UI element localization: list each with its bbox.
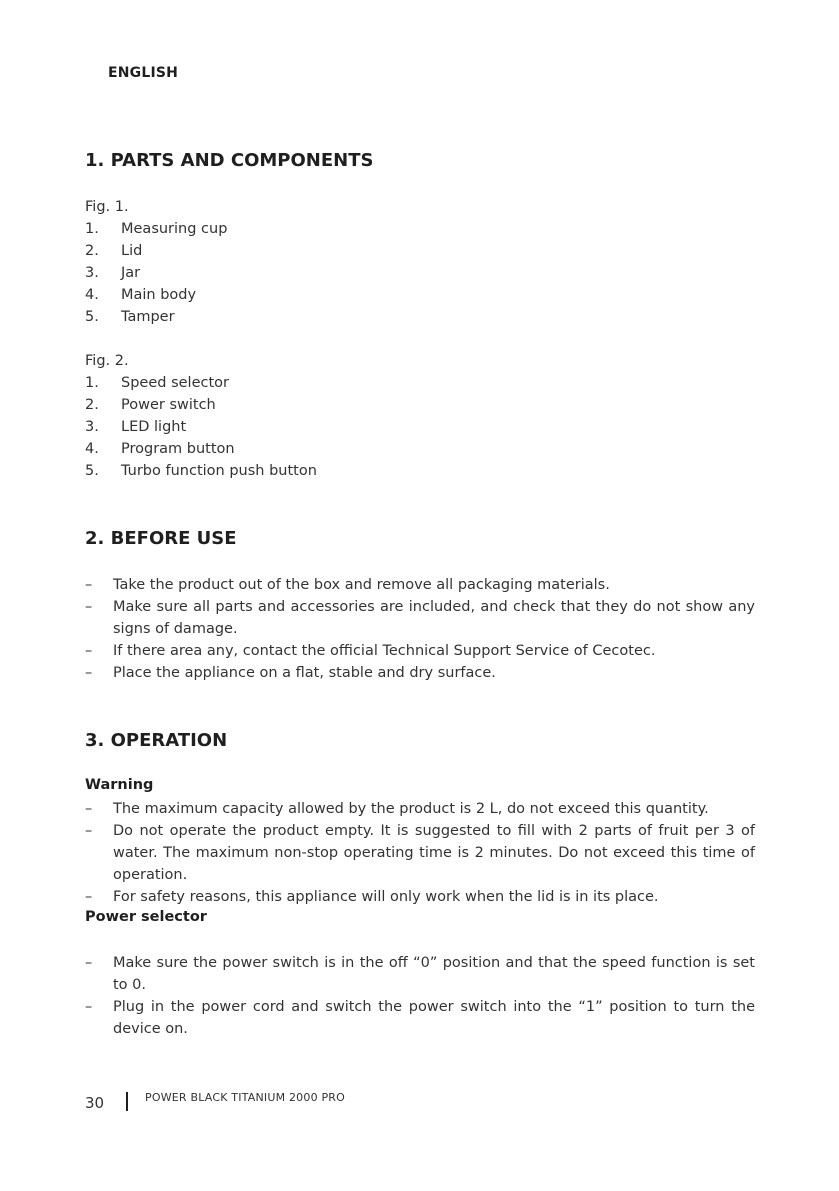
section-title-parts: 1. PARTS AND COMPONENTS	[85, 150, 374, 171]
list-item: 5. Turbo function push button	[85, 463, 317, 479]
before-use-list	[85, 574, 755, 684]
list-item: – The maximum capacity allowed by the product is 2 L, do not exceed this quantity.	[85, 801, 709, 817]
fig1-list	[85, 196, 227, 328]
list-item: 1. Speed selector	[85, 375, 229, 391]
list-item: 2. Lid	[85, 243, 143, 259]
fig2-list	[85, 350, 317, 482]
list-item: 5. Tamper	[85, 309, 175, 325]
section-title-operation: 3. OPERATION	[85, 730, 228, 751]
footer-divider	[126, 1092, 128, 1111]
power-selector-heading: Power selector	[85, 909, 207, 925]
list-item: 3. LED light	[85, 419, 187, 435]
list-item: 4. Program button	[85, 441, 235, 457]
list-item: – Make sure all parts and accessories are included, and check that they do not show any signs of damage.	[85, 599, 755, 637]
list-item: 3. Jar	[85, 265, 141, 281]
list-item: 1. Measuring cup	[85, 221, 228, 237]
fig1-label: Fig. 1.	[85, 199, 129, 215]
warning-heading: Warning	[85, 777, 154, 793]
list-item: – If there area any, contact the official Technical Support Service of Cecotec.	[85, 643, 656, 659]
fig2-label: Fig. 2.	[85, 353, 129, 369]
warning-list	[85, 798, 755, 908]
list-item: – Take the product out of the box and remove all packaging materials.	[85, 577, 610, 593]
list-item: – Place the appliance on a flat, stable and dry surface.	[85, 665, 496, 681]
list-item: 4. Main body	[85, 287, 197, 303]
list-item: – For safety reasons, this appliance will only work when the lid is in its place.	[85, 889, 659, 905]
power-selector-list	[85, 952, 755, 1040]
page-number: 30	[85, 1094, 105, 1112]
list-item: – Make sure the power switch is in the off “0” position and that the speed function is set to 0.	[85, 955, 755, 993]
footer-product-name: POWER BLACK TITANIUM 2000 PRO	[145, 1091, 345, 1104]
list-item: 2. Power switch	[85, 397, 216, 413]
list-item: – Plug in the power cord and switch the power switch into the “1” position to turn the device on.	[85, 999, 755, 1037]
list-item: – Do not operate the product empty. It is suggested to fill with 2 parts of fruit per 3 of water. The maximum non-stop operating time is 2 minutes. Do not exceed this time of operation.	[85, 823, 755, 883]
section-title-before-use: 2. BEFORE USE	[85, 528, 237, 549]
language-label: ENGLISH	[108, 65, 179, 81]
